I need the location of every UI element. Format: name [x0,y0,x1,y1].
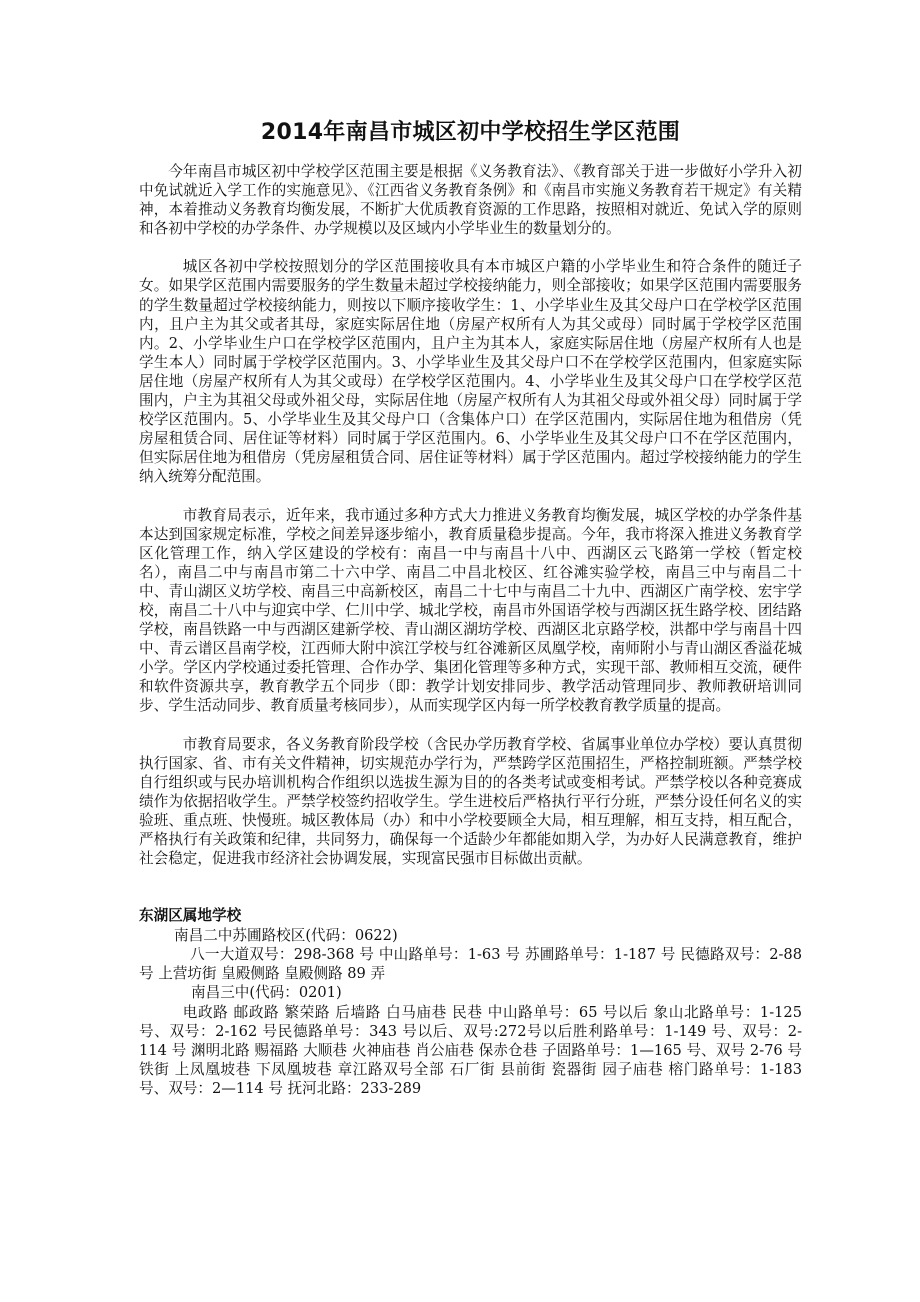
paragraph-gap [139,238,802,257]
intro-paragraph: 今年南昌市城区初中学校学区范围主要是根据《义务教育法》、《教育部关于进一步做好小学升入初中免试就近入学工作的实施意见》、《江西省义务教育条例》和《南昌市实施义务教育若干规定》有关精神，本着推动义务教育均衡发展，不断扩大优质教育资源的工作思路，按照相对就近、免试入学的原则和各初中学校的办学条件、办学规模以及区域内小学毕业生的数量划分的。 [139,163,802,238]
district-section-heading: 东湖区属地学校 [139,907,242,925]
admission-rules-paragraph: 城区各初中学校按照划分的学区范围接收具有本市城区户籍的小学毕业生和符合条件的随迁子女。如果学区范围内需要服务的学生数量未超过学校接纳能力，则全部接收；如果学区范围内需要服务的学生数量超过学校接纳能力，则按以下顺序接收学生：1、小学毕业生及其父母户口在学校学区范围内，且户主为其父或者其母，家庭实际居住地（房屋产权所有人为其父或母）同时属于学校学区范围内。2、小学毕业生户口在学校学区范围内，且户主为其本人，家庭实际居住地（房屋产权所有人也是学生本人）同时属于学校学区范围内。3、小学毕业生及其父母户口不在学校学区范围内，但家庭实际居住地（房屋产权所有人为其父或母）在学校学区范围内。4、小学毕业生及其父母户口在学校学区范围内，户主为其祖父母或外祖父母，实际居住地（房屋产权所有人为其祖父母或外祖父母）同时属于学校学区范围内。5、小学毕业生及其父母户口（含集体户口）在学区范围内，实际居住地为租借房（凭房屋租赁合同、居住证等材料）同时属于学区范围内。6、小学毕业生及其父母户口不在学区范围内，但实际居住地为租借房（凭房屋租赁合同、居住证等材料）属于学区范围内。超过学校接纳能力的学生纳入统筹分配范围。 [139,258,802,486]
school-street-list: 八一大道双号：298-368 号 中山路单号：1-63 号 苏圃路单号：1-187 号 民德路双号：2-88 号 上营坊街 皇殿侧路 皇殿侧路 89 弄 [139,946,802,983]
school-street-list: 电政路 邮政路 繁荣路 后墙路 白马庙巷 民巷 中山路单号：65 号以后 象山北路单号：1-125 号、双号：2-162 号民德路单号：343 号以后、双号:272号以后胜利路单号：1-149 号、双号：2-114 号 渊明北路 赐福路 大顺巷 火神庙巷 肖公庙巷 保赤仓巷 子固路单号：1—165 号、双号 2-76 号 铁街 上凤凰坡巷 下凤凰坡巷 章江路双号全部 石厂街 县前街 瓷器街 园子庙巷 榕门路单号：1-183 号、双号：2—114 号 抚河北路：233-289 [139,1003,802,1097]
school-name: 南昌三中(代码：0201) [191,984,342,1002]
school-district-paragraph: 市教育局表示，近年来，我市通过多种方式大力推进义务教育均衡发展，城区学校的办学条件基本达到国家规定标准，学校之间差异逐步缩小，教育质量稳步提高。今年，我市将深入推进义务教育学区化管理工作，纳入学区建设的学校有：南昌一中与南昌十八中、西湖区云飞路第一学校（暂定校名），南昌二中与南昌市第二十六中学、南昌二中昌北校区、红谷滩实验学校，南昌三中与南昌二十中、青山湖区义坊学校、南昌三中高新校区，南昌二十七中与南昌二十九中、西湖区广南学校、宏宇学校，南昌二十八中与迎宾中学、仁川中学、城北学校，南昌市外国语学校与西湖区抚生路学校、团结路学校，南昌铁路一中与西湖区建新学校、青山湖区湖坊学校、西湖区北京路学校，洪都中学与南昌十四中、青云谱区昌南学校，江西师大附中滨江学校与红谷滩新区凤凰学校，南师附小与青山湖区香溢花城小学。学区内学校通过委托管理、合作办学、集团化管理等多种方式，实现干部、教师相互交流，硬件和软件资源共享，教育教学五个同步（即：教学计划安排同步、教学活动管理同步、教师教研培训同步、学生活动同步、教育质量考核同步），从而实现学区内每一所学校教育教学质量的提高。 [139,506,802,715]
paragraph-gap [139,716,802,735]
document-title: 2014年南昌市城区初中学校招生学区范围 [260,120,681,145]
paragraph-gap [139,487,802,506]
school-name: 南昌二中苏圃路校区(代码：0622) [174,927,398,945]
requirements-paragraph: 市教育局要求，各义务教育阶段学校（含民办学历教育学校、省属事业单位办学校）要认真贯彻执行国家、省、市有关文件精神，切实规范办学行为，严禁跨学区范围招生，严格控制班额。严禁学校自行组织或与民办培训机构合作组织以选拔生源为目的的各类考试或变相考试。严禁学校以各种竞赛成绩作为依据招收学生。严禁学校签约招收学生。学生进校后严格执行平行分班，严禁分设任何名义的实验班、重点班、快慢班。城区教体局（办）和中小学校要顾全大局，相互理解，相互支持，相互配合，严格执行有关政策和纪律，共同努力，确保每一个适龄少年都能如期入学，为办好人民满意教育，维护社会稳定，促进我市经济社会协调发展，实现富民强市目标做出贡献。 [139,735,802,868]
